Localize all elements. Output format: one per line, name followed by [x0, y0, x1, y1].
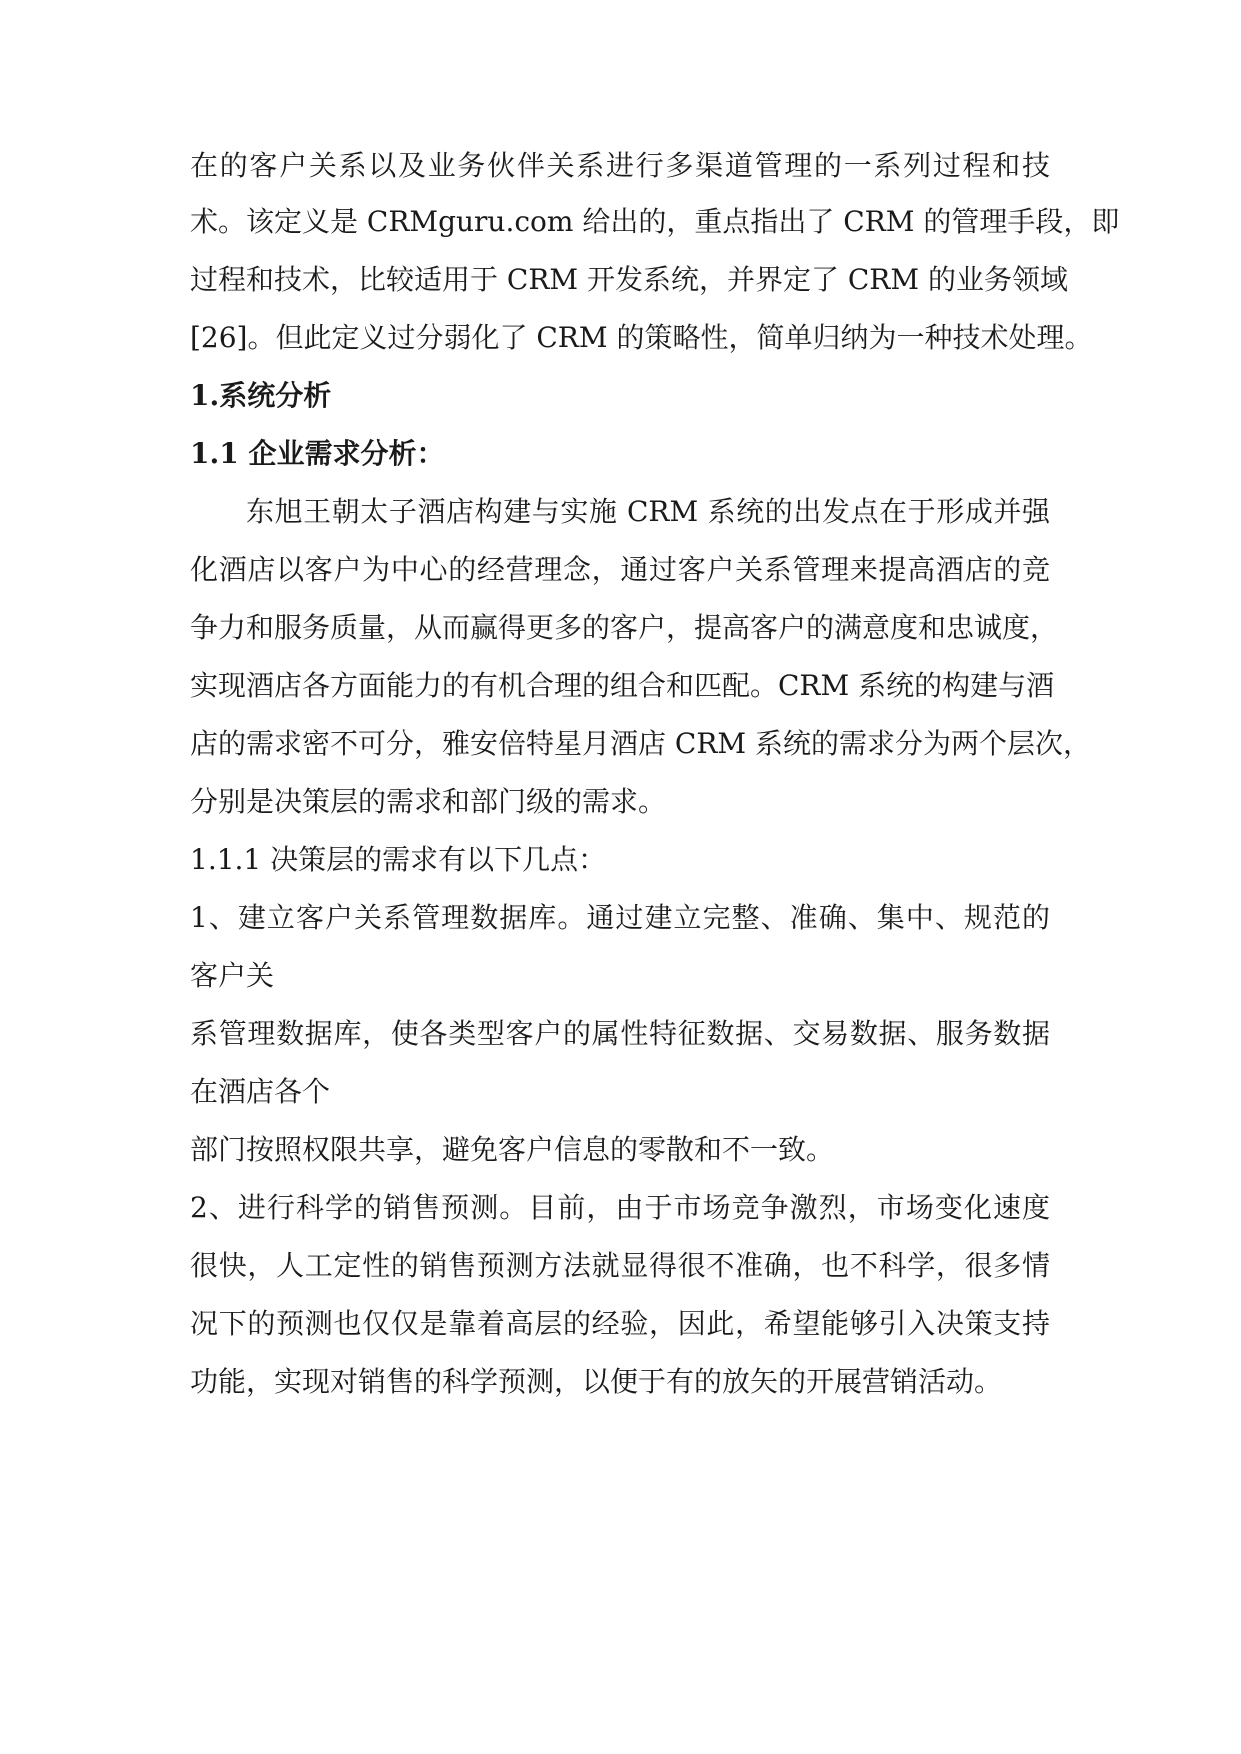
text-line: 实现酒店各方面能力的有机合理的组合和匹配。CRM 系统的构建与酒	[190, 669, 1055, 702]
text-line: 况下的预测也仅仅是靠着高层的经验，因此，希望能够引入决策支持	[190, 1307, 1050, 1340]
text-line: 在的客户关系以及业务伙伴关系进行多渠道管理的一系列过程和技	[190, 149, 1050, 182]
text-line: 化酒店以客户为中心的经营理念，通过客户关系管理来提高酒店的竞	[190, 553, 1050, 586]
text-line: 术。该定义是 CRMguru.com 给出的，重点指出了 CRM 的管理手段，即	[190, 205, 1120, 238]
text-line: 在酒店各个	[190, 1075, 331, 1108]
subsubsection-heading: 1.1.1 决策层的需求有以下几点：	[190, 843, 607, 876]
text-line: 部门按照权限共享，避免客户信息的零散和不一致。	[190, 1133, 835, 1166]
text-line: 很快，人工定性的销售预测方法就显得很不准确，也不科学，很多情	[190, 1249, 1050, 1282]
text-line: 客户关	[190, 959, 275, 992]
section-heading: 1.系统分析	[190, 379, 332, 412]
text-line: 分别是决策层的需求和部门级的需求。	[190, 785, 667, 818]
text-line: 2、进行科学的销售预测。目前，由于市场竞争激烈，市场变化速度	[190, 1191, 1050, 1224]
text-line: 争力和服务质量，从而赢得更多的客户，提高客户的满意度和忠诚度，	[190, 611, 1059, 644]
text-line: 东旭王朝太子酒店构建与实施 CRM 系统的出发点在于形成并强	[246, 495, 1050, 528]
text-line: 店的需求密不可分，雅安倍特星月酒店 CRM 系统的需求分为两个层次，	[190, 727, 1091, 760]
subsection-heading: 1.1 企业需求分析：	[190, 437, 445, 470]
text-line: [26]。但此定义过分弱化了 CRM 的策略性，简单归纳为一种技术处理。	[190, 321, 1093, 354]
text-line: 过程和技术，比较适用于 CRM 开发系统，并界定了 CRM 的业务领域	[190, 263, 1068, 296]
text-line: 功能，实现对销售的科学预测，以便于有的放矢的开展营销活动。	[190, 1365, 1003, 1398]
text-line: 1、建立客户关系管理数据库。通过建立完整、准确、集中、规范的	[190, 901, 1050, 934]
text-line: 系管理数据库，使各类型客户的属性特征数据、交易数据、服务数据	[190, 1017, 1050, 1050]
